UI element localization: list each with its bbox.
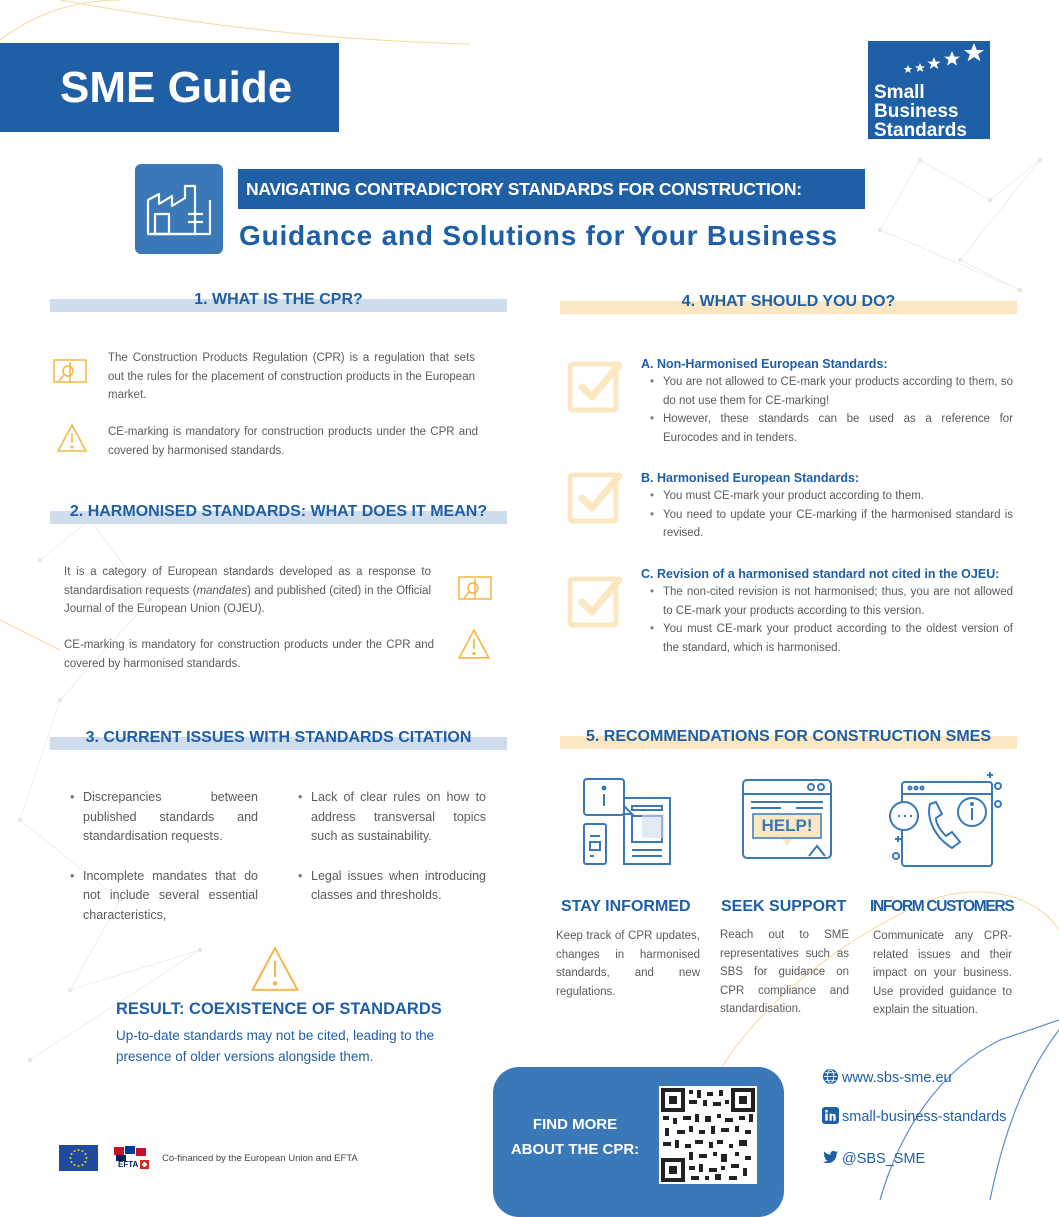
ce-marking-note-2: CE-marking is mandatory for construction products under the CPR and covered by harmonised standards.: [64, 639, 434, 670]
efta-logo: [112, 1145, 152, 1171]
rec-title-inform-customers: INFORM CUSTOMERS: [870, 898, 1014, 915]
list-item: • Legal issues when introducing classes and thresholds.: [298, 867, 486, 906]
checkbox-icon: [567, 470, 625, 526]
block-b-title: B. Harmonised European Standards:: [641, 471, 860, 485]
harmonised-definition: It is a category of European standards developed as a response to standardisation requests (mandates) and published (cited) in the Official Journal of the European Union (OJEU).: [64, 566, 432, 615]
block-a-title: A. Non-Harmonised European Standards:: [641, 357, 888, 371]
list-item: • You are not allowed to CE-mark your products according to them, so do not use them for CE-marking!: [641, 373, 1013, 410]
list-item: • However, these standards can be used as a reference for Eurocodes and in tenders.: [641, 410, 1013, 447]
rec-title-stay-informed: STAY INFORMED: [561, 898, 691, 915]
logo-line-2: Business: [874, 101, 959, 122]
list-item: • Incomplete mandates that do not include several essential characteristics,: [70, 867, 258, 926]
help-sign-text: HELP!: [761, 816, 813, 835]
twitter-link[interactable]: @SBS_SME: [822, 1149, 925, 1167]
eu-flag-icon: [59, 1145, 98, 1171]
efta-badge: EFTA: [118, 1160, 139, 1169]
logo-line-1: Small: [874, 82, 925, 103]
result-title: RESULT: COEXISTENCE OF STANDARDS: [116, 1000, 442, 1018]
title-banner: NAVIGATING CONTRADICTORY STANDARDS FOR CONSTRUCTION:: [238, 169, 865, 209]
list-item: • Lack of clear rules on how to address transversal topics such as sustainability.: [298, 788, 486, 847]
block-b: [641, 471, 1013, 543]
website-link[interactable]: www.sbs-sme.eu: [822, 1068, 952, 1086]
list-item: • The non-cited revision is not harmonised; thus, you are not allowed to CE-mark your products according to this version.: [641, 583, 1013, 620]
checkbox-icon: [567, 359, 625, 415]
checkbox-icon: [567, 574, 625, 630]
page-subtitle: Guidance and Solutions for Your Business: [239, 220, 838, 251]
issues-column-2: [298, 788, 486, 906]
factory-icon: [135, 164, 223, 254]
globe-icon: [822, 1068, 839, 1085]
block-a: [641, 357, 1013, 447]
mandates-term: mandates: [196, 584, 248, 597]
list-item: • Discrepancies between published standards and standardisation requests.: [70, 788, 258, 847]
twitter-icon: [822, 1149, 839, 1166]
section-3-heading: 3. CURRENT ISSUES WITH STANDARDS CITATION: [50, 736, 507, 750]
warning-icon: [248, 945, 302, 993]
help-monitor-icon: [741, 778, 833, 868]
info-documents-icon: [580, 776, 674, 868]
contact-customers-icon: [886, 770, 1006, 870]
linkedin-link[interactable]: small-business-standards: [822, 1107, 1006, 1125]
result-text: Up-to-date standards may not be cited, leading to the presence of older versions alongside them.: [116, 1028, 435, 1064]
issues-column-1: [70, 788, 258, 925]
rec-text-seek-support: Reach out to SME representatives such as SBS for guidance on CPR compliance and standardisation.: [720, 929, 849, 1015]
rec-title-seek-support: SEEK SUPPORT: [721, 898, 847, 915]
qr-code[interactable]: [659, 1086, 757, 1184]
book-icon: [457, 574, 493, 604]
section-5-heading: 5. RECOMMENDATIONS FOR CONSTRUCTION SMES: [560, 735, 1017, 749]
list-item: • You need to update your CE-marking if the harmonised standard is revised.: [641, 506, 1013, 543]
logo-line-3: Standards: [874, 120, 967, 141]
find-more-text: FIND MORE ABOUT THE CPR:: [510, 1116, 640, 1158]
linkedin-icon: [822, 1107, 839, 1124]
block-c-title: C. Revision of a harmonised standard not cited in the OJEU:: [641, 567, 1000, 581]
list-item: • You must CE-mark your product according to the oldest version of the standard, which is harmonised.: [641, 620, 1013, 657]
list-item: • You must CE-mark your product according to them.: [641, 487, 1013, 506]
cofinanced-text: Co-financed by the European Union and EFTA: [162, 1153, 358, 1164]
rec-text-inform-customers: Communicate any CPR-related issues and their impact on your business. Use provided guidance to explain the situation.: [873, 930, 1012, 1016]
section-4-heading: 4. WHAT SHOULD YOU DO?: [560, 300, 1017, 314]
rec-text-stay-informed: Keep track of CPR updates, changes in harmonised standards, and new regulations.: [556, 930, 700, 998]
section-1-heading: 1. WHAT IS THE CPR?: [50, 298, 507, 312]
block-c: [641, 567, 1013, 657]
warning-icon: [56, 423, 88, 453]
cpr-definition: The Construction Products Regulation (CPR) is a regulation that sets out the rules for the placement of construction products in the European market.: [108, 352, 475, 401]
warning-icon: [457, 628, 491, 660]
book-icon: [52, 357, 88, 387]
sbs-logo[interactable]: [868, 41, 990, 139]
sme-guide-label: SME Guide: [0, 43, 339, 132]
section-2-heading: 2. HARMONISED STANDARDS: WHAT DOES IT MEAN?: [50, 510, 507, 524]
stars-icon: [898, 43, 990, 73]
ce-marking-note-1: CE-marking is mandatory for construction products under the CPR and covered by harmonised standards.: [108, 426, 478, 457]
